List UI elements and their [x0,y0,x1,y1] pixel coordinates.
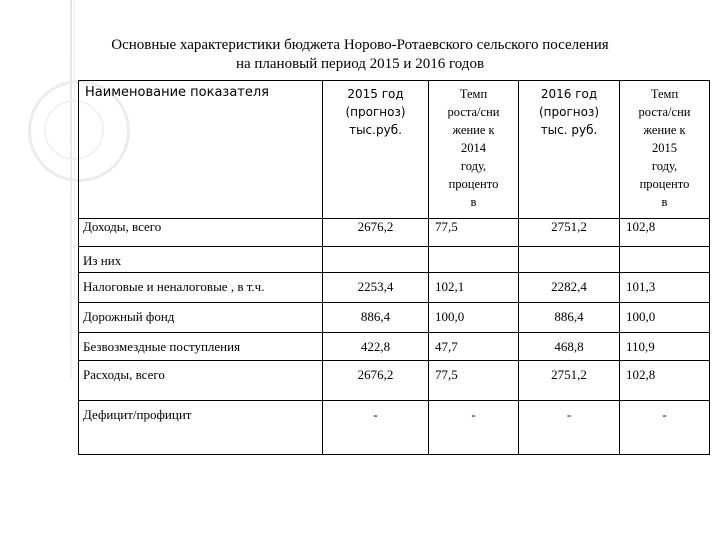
table-row [79,401,710,455]
growth-2014: 47,7 [429,333,519,361]
row-name: Расходы, всего [79,361,323,401]
header-2016-forecast: 2016 год (прогноз) тыс. руб. [519,81,620,219]
table-row [79,333,710,361]
growth-2015: 100,0 [620,303,710,333]
table-header-row [79,81,710,219]
title-line-2: на плановый период 2015 и 2016 годов [235,56,485,72]
header-indicator-name: Наименование показателя [79,81,323,219]
header-growth-2014: Темп роста/сни жение к 2014 году, процентo в [429,81,519,219]
row-name: Безвозмездные поступления [79,333,323,361]
budget-table [78,80,710,455]
table-row [79,247,710,273]
table-row [79,303,710,333]
page-title [40,36,680,74]
growth-2014: 77,5 [429,219,519,247]
growth-2014: 102,1 [429,273,519,303]
value-2016: 2751,2 [519,361,620,401]
value-2015: 2253,4 [323,273,429,303]
value-2016: 2751,2 [519,219,620,247]
growth-2015 [620,247,710,273]
table-row [79,361,710,401]
title-line-1: Основные характеристики бюджета Норово-Ротаевского сельского поселения [111,37,609,53]
header-2015-forecast: 2015 год (прогноз) тыс.руб. [323,81,429,219]
table-row [79,219,710,247]
growth-2014: - [429,401,519,455]
value-2016 [519,247,620,273]
value-2015 [323,247,429,273]
growth-2015: 102,8 [620,361,710,401]
row-name: Дефицит/профицит [79,401,323,455]
value-2016: 468,8 [519,333,620,361]
value-2015: 886,4 [323,303,429,333]
row-name: Дорожный фонд [79,303,323,333]
value-2016: 886,4 [519,303,620,333]
growth-2015: - [620,401,710,455]
growth-2015: 102,8 [620,219,710,247]
row-name: Налоговые и неналоговые , в т.ч. [79,273,323,303]
growth-2015: 101,3 [620,273,710,303]
value-2015: - [323,401,429,455]
value-2015: 2676,2 [323,361,429,401]
growth-2014: 100,0 [429,303,519,333]
table-row [79,273,710,303]
growth-2015: 110,9 [620,333,710,361]
value-2016: 2282,4 [519,273,620,303]
value-2015: 2676,2 [323,219,429,247]
value-2015: 422,8 [323,333,429,361]
value-2016: - [519,401,620,455]
header-growth-2015: Темп роста/сни жение к 2015 году, процентo в [620,81,710,219]
row-name: Из них [79,247,323,273]
row-name: Доходы, всего [79,219,323,247]
growth-2014 [429,247,519,273]
growth-2014: 77,5 [429,361,519,401]
